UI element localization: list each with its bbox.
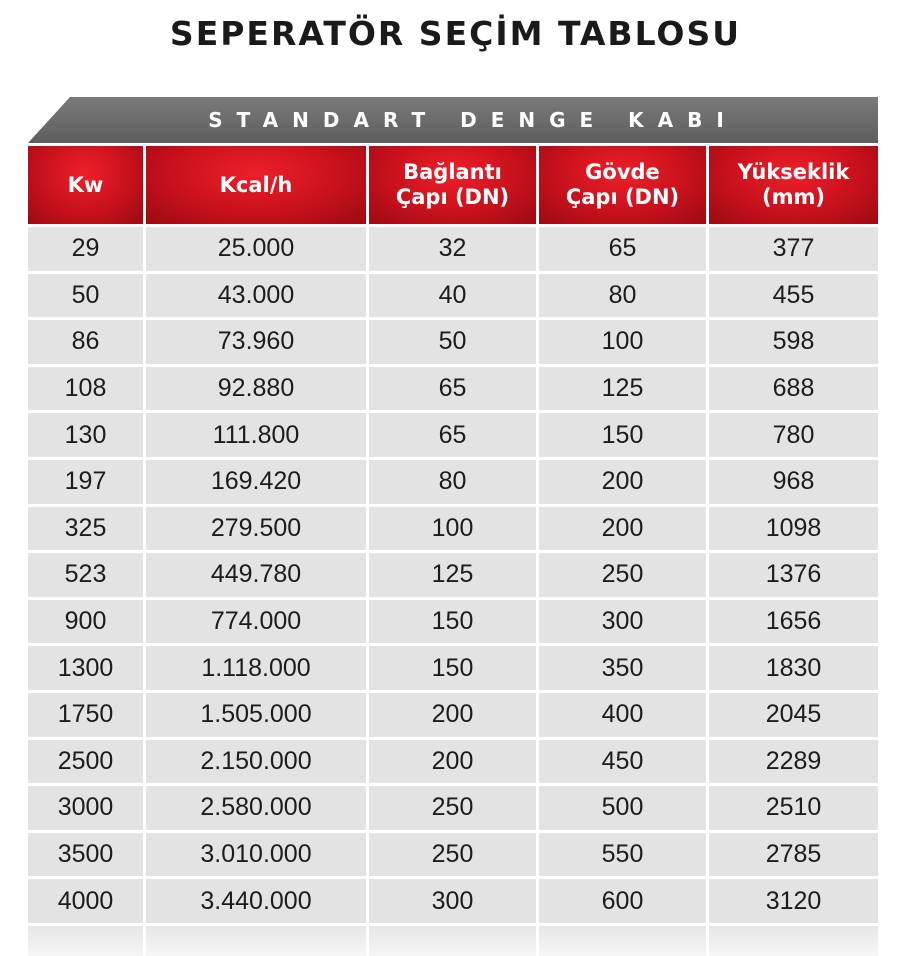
cell-kw: 29 bbox=[28, 227, 143, 271]
table-row bbox=[28, 413, 878, 457]
cell-body: 80 bbox=[539, 274, 706, 318]
table-fade-row bbox=[28, 926, 878, 956]
cell-kcal: 3.010.000 bbox=[146, 833, 366, 877]
cell-body: 200 bbox=[539, 507, 706, 551]
table-row bbox=[28, 693, 878, 737]
cell-height: 780 bbox=[709, 413, 878, 457]
cell-connection: 150 bbox=[369, 600, 536, 644]
cell-kcal: 1.505.000 bbox=[146, 693, 366, 737]
cell-kcal: 111.800 bbox=[146, 413, 366, 457]
cell-kw: 197 bbox=[28, 460, 143, 504]
cell-connection: 250 bbox=[369, 833, 536, 877]
cell-connection: 50 bbox=[369, 320, 536, 364]
cell-connection: 32 bbox=[369, 227, 536, 271]
cell-kcal: 279.500 bbox=[146, 507, 366, 551]
cell-kw: 86 bbox=[28, 320, 143, 364]
page-title: SEPERATÖR SEÇİM TABLOSU bbox=[169, 14, 742, 53]
cell-body: 125 bbox=[539, 367, 706, 411]
cell-kcal: 2.580.000 bbox=[146, 786, 366, 830]
table-row bbox=[28, 460, 878, 504]
cell-height: 1830 bbox=[709, 646, 878, 690]
cell-kcal: 449.780 bbox=[146, 553, 366, 597]
cell-connection: 65 bbox=[369, 413, 536, 457]
table-header bbox=[28, 146, 878, 224]
cell-body: 100 bbox=[539, 320, 706, 364]
cell-connection: 150 bbox=[369, 646, 536, 690]
cell-height: 3120 bbox=[709, 879, 878, 923]
cell-connection: 300 bbox=[369, 879, 536, 923]
cell-height: 1376 bbox=[709, 553, 878, 597]
cell-connection: 80 bbox=[369, 460, 536, 504]
table-row bbox=[28, 786, 878, 830]
table-row bbox=[28, 879, 878, 923]
cell-height: 1656 bbox=[709, 600, 878, 644]
cell-kw: 1300 bbox=[28, 646, 143, 690]
fade-cell bbox=[709, 926, 878, 956]
cell-connection: 100 bbox=[369, 507, 536, 551]
table-row bbox=[28, 833, 878, 877]
header-height: Yükseklik (mm) bbox=[709, 146, 878, 224]
cell-height: 2045 bbox=[709, 693, 878, 737]
cell-kcal: 774.000 bbox=[146, 600, 366, 644]
cell-connection: 200 bbox=[369, 693, 536, 737]
cell-kcal: 169.420 bbox=[146, 460, 366, 504]
fade-cell bbox=[146, 926, 366, 956]
cell-connection: 65 bbox=[369, 367, 536, 411]
cell-kcal: 25.000 bbox=[146, 227, 366, 271]
cell-body: 150 bbox=[539, 413, 706, 457]
table-row bbox=[28, 600, 878, 644]
cell-kcal: 92.880 bbox=[146, 367, 366, 411]
cell-kw: 3500 bbox=[28, 833, 143, 877]
section-band-title: STANDART DENGE KABI bbox=[208, 108, 738, 132]
cell-kw: 325 bbox=[28, 507, 143, 551]
cell-body: 300 bbox=[539, 600, 706, 644]
cell-kcal: 43.000 bbox=[146, 274, 366, 318]
cell-kw: 1750 bbox=[28, 693, 143, 737]
cell-kw: 4000 bbox=[28, 879, 143, 923]
header-kcal: Kcal/h bbox=[146, 146, 366, 224]
cell-connection: 250 bbox=[369, 786, 536, 830]
table-row bbox=[28, 320, 878, 364]
cell-kcal: 1.118.000 bbox=[146, 646, 366, 690]
cell-kcal: 3.440.000 bbox=[146, 879, 366, 923]
cell-height: 2510 bbox=[709, 786, 878, 830]
table-row bbox=[28, 553, 878, 597]
table-row bbox=[28, 740, 878, 784]
cell-kw: 108 bbox=[28, 367, 143, 411]
cell-height: 455 bbox=[709, 274, 878, 318]
cell-kw: 900 bbox=[28, 600, 143, 644]
header-kw: Kw bbox=[28, 146, 143, 224]
table-body bbox=[28, 227, 878, 926]
cell-height: 1098 bbox=[709, 507, 878, 551]
cell-body: 450 bbox=[539, 740, 706, 784]
cell-kcal: 2.150.000 bbox=[146, 740, 366, 784]
cell-height: 968 bbox=[709, 460, 878, 504]
fade-cell bbox=[28, 926, 143, 956]
table-row bbox=[28, 507, 878, 551]
cell-body: 200 bbox=[539, 460, 706, 504]
cell-height: 598 bbox=[709, 320, 878, 364]
header-body-diameter: Gövde Çapı (DN) bbox=[539, 146, 706, 224]
cell-body: 350 bbox=[539, 646, 706, 690]
cell-kw: 523 bbox=[28, 553, 143, 597]
cell-height: 2785 bbox=[709, 833, 878, 877]
table-row bbox=[28, 274, 878, 318]
cell-connection: 40 bbox=[369, 274, 536, 318]
cell-body: 65 bbox=[539, 227, 706, 271]
cell-body: 400 bbox=[539, 693, 706, 737]
cell-kw: 50 bbox=[28, 274, 143, 318]
header-connection-diameter: Bağlantı Çapı (DN) bbox=[369, 146, 536, 224]
table-row bbox=[28, 227, 878, 271]
cell-body: 500 bbox=[539, 786, 706, 830]
table-row bbox=[28, 367, 878, 411]
cell-body: 600 bbox=[539, 879, 706, 923]
cell-height: 377 bbox=[709, 227, 878, 271]
fade-cell bbox=[539, 926, 706, 956]
cell-kw: 3000 bbox=[28, 786, 143, 830]
cell-height: 688 bbox=[709, 367, 878, 411]
cell-connection: 125 bbox=[369, 553, 536, 597]
table-row bbox=[28, 646, 878, 690]
cell-body: 550 bbox=[539, 833, 706, 877]
cell-connection: 200 bbox=[369, 740, 536, 784]
fade-cell bbox=[369, 926, 536, 956]
cell-kw: 2500 bbox=[28, 740, 143, 784]
cell-height: 2289 bbox=[709, 740, 878, 784]
cell-kw: 130 bbox=[28, 413, 143, 457]
cell-body: 250 bbox=[539, 553, 706, 597]
cell-kcal: 73.960 bbox=[146, 320, 366, 364]
